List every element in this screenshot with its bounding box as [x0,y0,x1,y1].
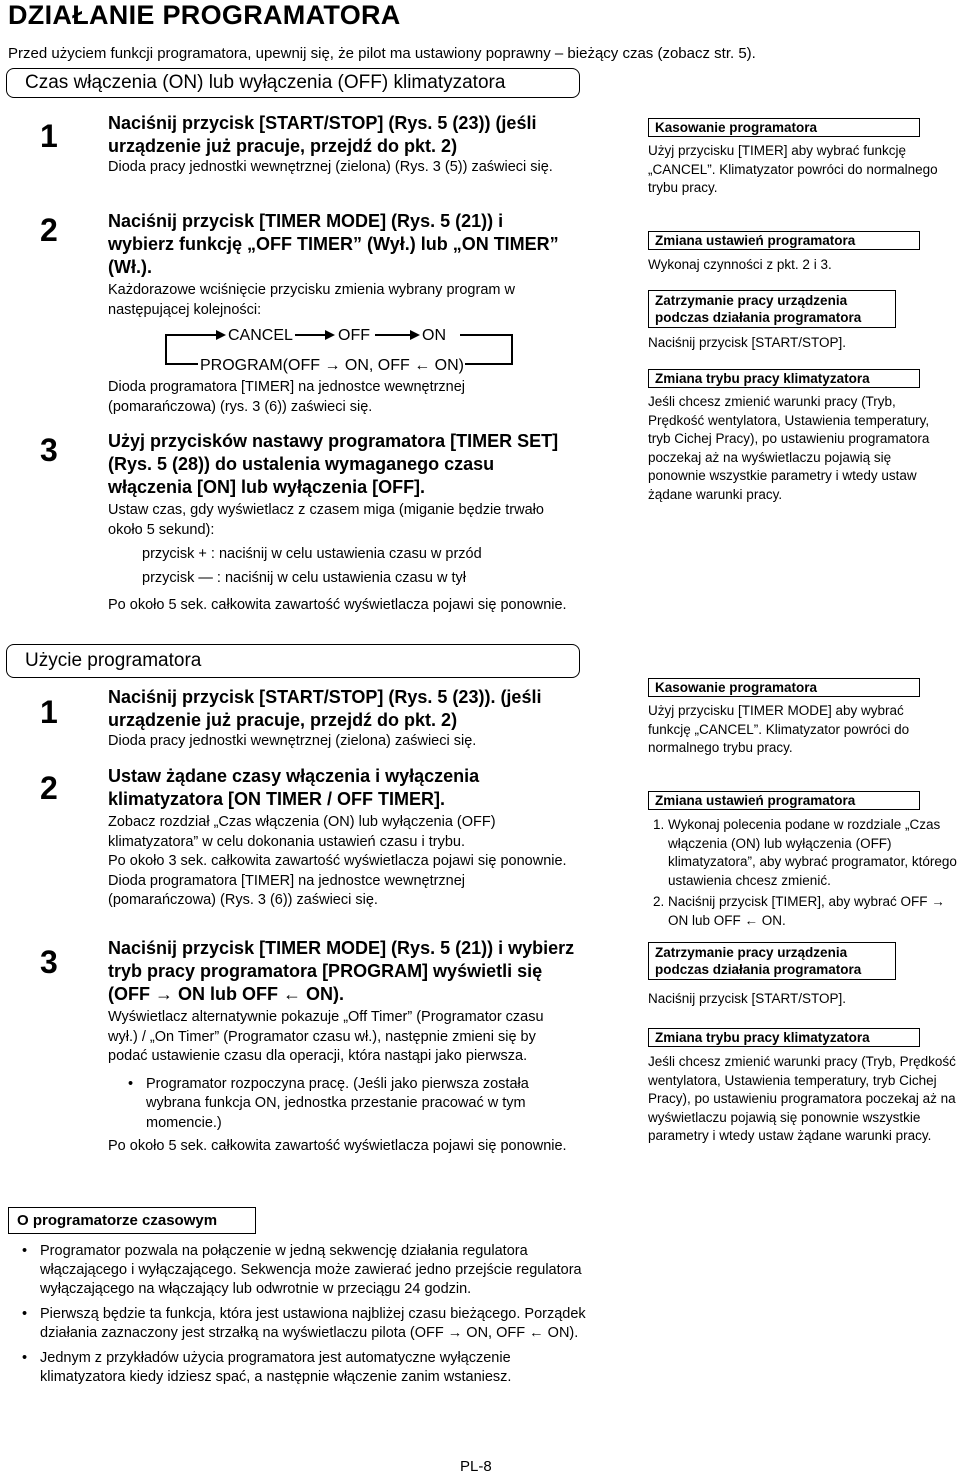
step-lead: Użyj przycisków nastawy programatora [TIMER SET] (Rys. 5 (28)) do ustalenia wymaganego czasu włączenia [ON] lub wyłączenia [OFF]. [108,431,559,497]
step-text: Dioda programatora [TIMER] na jednostce wewnętrznej (pomarańczowa) (Rys. 3 (6)) zaświeci się. [108,872,466,908]
step-bullets [128,1075,576,1134]
step-number: 2 [40,770,58,806]
diagram-cancel: CANCEL [228,327,293,344]
about-list [22,1242,590,1390]
step-3 [108,937,576,1157]
about-item: • Pierwszą będzie ta funkcja, która jest ustawiona najbliżej czasu bieżącego. Porządek działania zaznaczony jest strzałką na wyświetlaczu pilota (OFF → ON, OFF ← ON). [40,1305,590,1343]
side-list-item: 2. Naciśnij przycisk [TIMER], aby wybrać OFF → ON lub OFF ← ON. [668,893,958,930]
page-title: DZIAŁANIE PROGRAMATORA [8,0,401,30]
step-2 [108,210,570,320]
step-3 [108,430,578,540]
side-heading: Zatrzymanie pracy urządzenia podczas działania programatora [648,942,896,980]
step-text: Dioda pracy jednostki wewnętrznej (zielona) (Rys. 3 (5)) zaświeci się. [108,159,553,175]
diagram-program: PROGRAM(OFF → ON, OFF ← ON) [200,357,464,374]
diagram-off: OFF [338,327,370,344]
step-number: 3 [40,944,58,980]
side-text: Jeśli chcesz zmienić warunki pracy (Tryb, Prędkość wentylatora, Ustawienia temperatury, tryb Cichej Pracy), po ustawieniu programatora poczekaj aż na wyświetlaczu pojawią się ponownie wszystkie parametry i wtedy ustaw żądane warunki pracy. [648,394,930,502]
step-number: 1 [40,118,58,154]
arrow-head [410,330,420,340]
step-number: 1 [40,694,58,730]
arrow-head [216,330,226,340]
about-item: • Programator pozwala na połączenie w jedną sekwencję działania regulatora włączającego i wyłączającego. Sekwencja może zawierać jedno przejście regulatora wyłączającego na włączający lub odwrotnie w przeciągu 24 godzin. [40,1242,590,1299]
intro-text: Przed użyciem funkcji programatora, upewnij się, że pilot ma ustawiony poprawny – bieżący czas (zobacz str. 5). [8,45,756,62]
step-lead: Naciśnij przycisk [TIMER MODE] (Rys. 5 (21)) i wybierz tryb pracy programatora [PROGRAM] wyświetli się (OFF → ON lub OFF ← ON). [108,938,575,1004]
step-text: Dioda programatora [TIMER] na jednostce wewnętrznej (pomarańczowa) (rys. 3 (6)) zaświeci się. [108,379,466,415]
step-number: 3 [40,432,58,468]
side-text: Użyj przycisku [TIMER] aby wybrać funkcję „CANCEL”. Klimatyzator powróci do normalnego trybu pracy. [648,143,938,195]
step-text: Po około 5 sek. całkowita zawartość wyświetlacza pojawi się ponownie. [108,597,567,613]
about-heading: O programatorze czasowym [8,1207,256,1234]
plus-button-info: przycisk + : naciśnij w celu ustawienia czasu w przód [142,546,482,562]
step-text: Wyświetlacz alternatywnie pokazuje „Off Timer” (Programator czasu wył.) / „On Timer” (Programator czasu wł.), następnie zmieni się by podać ustawienie czasu dla operacji, która nastąpi jako pierwsza. [108,1009,544,1064]
section-heading-timer-on-off: Czas włączenia (ON) lub wyłączenia (OFF) klimatyzatora [6,68,580,98]
side-heading: Zmiana ustawień programatora [648,231,920,250]
side-heading: Kasowanie programatora [648,678,920,697]
side-text: Naciśnij przycisk [START/STOP]. [648,991,847,1006]
step-number: 2 [40,212,58,248]
side-heading: Zmiana trybu pracy klimatyzatora [648,369,920,388]
arrow-head [325,330,335,340]
loop-line-right [460,335,512,364]
step-text: Po około 5 sek. całkowita zawartość wyświetlacza pojawi się ponownie. [108,1138,567,1154]
step-lead: Naciśnij przycisk [START/STOP] (Rys. 5 (23)) (jeśli urządzenie już pracuje, przejdź do pkt. 2) [108,113,537,156]
timer-cycle-diagram [160,322,540,374]
side-heading: Zatrzymanie pracy urządzenia podczas działania programatora [648,290,896,328]
side-text: Wykonaj czynności z pkt. 2 i 3. [648,257,832,272]
minus-button-info: przycisk — : naciśnij w celu ustawienia czasu w tył [142,570,466,586]
step-lead: Naciśnij przycisk [START/STOP] (Rys. 5 (23)). (jeśli urządzenie już pracuje, przejdź do pkt. 2) [108,687,542,730]
side-list-item: 1. Wykonaj polecenia podane w rozdziale „Czas włączenia (ON) lub wyłączenia (OFF) klimatyzatora”, aby wybrać programator, którego ustawienia chcesz zmienić. [668,816,958,890]
side-text: Naciśnij przycisk [START/STOP]. [648,335,847,350]
step-text: Dioda pracy jednostki wewnętrznej (zielona) zaświeci się. [108,733,477,749]
step-1 [108,686,578,752]
bullet-item: • Programator rozpoczyna pracę. (Jeśli jako pierwsza została wybrana funkcja ON, jednostka przestanie pracować w tym momencie.) [146,1075,576,1134]
side-heading: Kasowanie programatora [648,118,920,137]
side-list [648,816,958,933]
step-text: Zobacz rozdział „Czas włączenia (ON) lub wyłączenia (OFF) klimatyzatora” w celu dokonania ustawień czasu i trybu. [108,814,496,850]
step-2 [108,765,570,911]
side-text: Jeśli chcesz zmienić warunki pracy (Tryb, Prędkość wentylatora, Ustawienia temperatury, tryb Cichej Pracy), po ustawieniu programatora poczekaj aż na wyświetlaczu pojawią się ponownie wszystkie parametry i wtedy ustaw żądane warunki pracy. [648,1054,956,1143]
diagram-on: ON [422,327,446,344]
step-lead: Ustaw żądane czasy włączenia i wyłączenia klimatyzatora [ON TIMER / OFF TIMER]. [108,766,480,809]
step-text: Po około 3 sek. całkowita zawartość wyświetlacza pojawi się ponownie. [108,853,567,869]
side-text: Użyj przycisku [TIMER MODE] aby wybrać funkcję „CANCEL”. Klimatyzator powróci do normalnego trybu pracy. [648,703,910,755]
page-number: PL-8 [460,1458,492,1475]
side-heading: Zmiana ustawień programatora [648,791,920,810]
side-heading: Zmiana trybu pracy klimatyzatora [648,1028,920,1047]
step-1 [108,112,568,178]
section-heading-timer-use: Użycie programatora [6,644,580,678]
step-lead: Naciśnij przycisk [TIMER MODE] (Rys. 5 (21)) i wybierz funkcję „OFF TIMER” (Wył.) lub „ON TIMER” (Wł.). [108,211,559,277]
about-item: • Jednym z przykładów użycia programatora jest automatyczne wyłączenie klimatyzatora kiedy idziesz spać, a następnie włączenie zanim wstaniesz. [40,1349,590,1387]
step-text: Ustaw czas, gdy wyświetlacz z czasem miga (miganie będzie trwało około 5 sekund): [108,502,544,538]
step-text: Każdorazowe wciśnięcie przycisku zmienia wybrany program w następującej kolejności: [108,282,515,318]
